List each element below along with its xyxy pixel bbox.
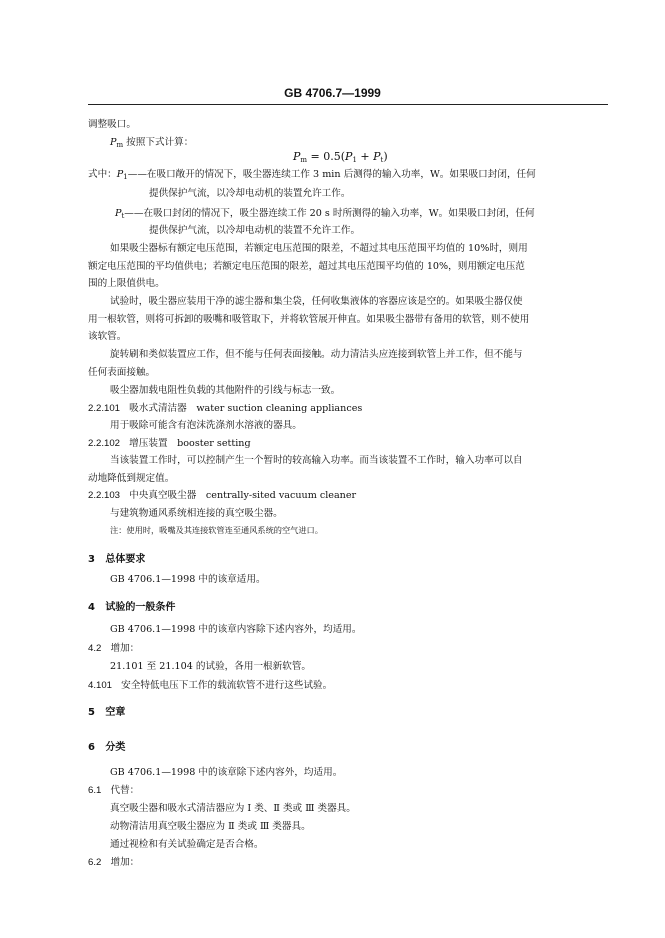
- section-number: 2.2.101: [88, 403, 121, 414]
- symbol-p: P: [110, 137, 117, 148]
- section-text: 安全特低电压下工作的载流软管不进行这些试验。: [121, 680, 333, 691]
- text-line: 动地降低到规定值。: [88, 473, 175, 484]
- text-line: 提供保护气流，以冷却电动机的装置不允许工作。: [149, 225, 361, 236]
- section-number: 6.1: [88, 785, 102, 796]
- chapter-number: 3: [88, 554, 95, 565]
- text-line: GB 4706.1—1998 中的该章适用。: [110, 574, 266, 585]
- text-fragment: ——在吸口封闭的情况下，吸尘器连续工作 20 s 时所测得的输入功率，W。如果吸口封闭，任何: [124, 208, 535, 219]
- section-title: 代替：: [110, 785, 140, 796]
- symbol-sub: 1: [123, 173, 128, 181]
- chapter-number: 5: [88, 707, 95, 718]
- section-title: 增压装置 booster setting: [129, 438, 251, 449]
- chapter-number: 6: [88, 742, 95, 753]
- text-line: 调整吸口。: [88, 119, 136, 130]
- section-6-2-heading: [88, 856, 139, 869]
- text-fragment: 式中：: [88, 169, 117, 180]
- symbol-sub: t: [121, 212, 125, 220]
- formula-sub: t: [380, 156, 384, 164]
- text-line-p1-definition: [88, 168, 536, 181]
- symbol-p: P: [116, 169, 124, 180]
- section-number: 6.2: [88, 857, 102, 868]
- formula-symbol: P: [345, 150, 353, 163]
- section-2-2-103-heading: [88, 489, 356, 502]
- text-line: 动物清洁用真空吸尘器应为 Ⅱ 类或 Ⅲ 类器具。: [110, 821, 311, 832]
- text-line: 提供保护气流，以冷却电动机的装置允许工作。: [149, 188, 351, 199]
- text-line: 任何表面接触。: [88, 367, 156, 378]
- section-4-2-heading: [88, 642, 139, 655]
- header-rule: [88, 104, 608, 105]
- chapter-6-heading: [88, 741, 125, 754]
- text-line: 围的上限值供电。: [88, 278, 165, 289]
- section-6-1-heading: [88, 784, 139, 797]
- text-line: 额定电压范围的平均值供电；若额定电压范围的限差，超过其电压范围平均值的 10%，则用额定电压范: [88, 261, 525, 272]
- chapter-number: 4: [88, 602, 95, 613]
- chapter-4-heading: [88, 601, 175, 614]
- symbol-p: P: [115, 208, 122, 219]
- formula-pm: [293, 150, 388, 163]
- section-title: 吸水式清洁器 water suction cleaning appliances: [129, 403, 363, 414]
- text-line: 该软管。: [88, 331, 127, 342]
- formula-symbol: P: [373, 150, 381, 163]
- section-number: 2.2.103: [88, 490, 121, 501]
- section-number: 2.2.102: [88, 438, 121, 449]
- formula-text: ): [383, 150, 388, 163]
- text-line: 吸尘器加载电阻性负载的其他附件的引线与标志一致。: [110, 385, 341, 396]
- formula-text: = 0.5(: [307, 150, 346, 163]
- section-title: 增加：: [110, 857, 140, 868]
- symbol-sub: m: [116, 141, 124, 149]
- note-text: 注：使用时，吸嘴及其连接软管连至通风系统的空气进口。: [110, 525, 323, 535]
- page-header-standard-code: GB 4706.7—1999: [284, 86, 381, 100]
- formula-text: +: [356, 150, 374, 163]
- text-line: 用一根软管，则将可拆卸的吸嘴和吸管取下，并将软管展开伸直。如果吸尘器带有备用的软管，则不使用: [88, 314, 530, 325]
- text-line: 如果吸尘器标有额定电压范围，若额定电压范围的限差，不超过其电压范围平均值的 10%时，则用: [110, 243, 528, 254]
- text-line: GB 4706.1—1998 中的该章内容除下述内容外，均适用。: [110, 624, 362, 635]
- formula-symbol: P: [293, 150, 301, 163]
- chapter-title: 试验的一般条件: [105, 602, 176, 613]
- text-fragment: ——在吸口敞开的情况下，吸尘器连续工作 3 min 后测得的输入功率，W。如果吸口封闭，任何: [127, 169, 536, 180]
- section-title: 增加：: [110, 643, 140, 654]
- chapter-3-heading: [88, 553, 145, 566]
- text-line: 通过视检和有关试验确定是否合格。: [110, 839, 264, 850]
- text-line: GB 4706.1—1998 中的该章除下述内容外，均适用。: [110, 767, 343, 778]
- section-2-2-101-heading: [88, 402, 362, 415]
- chapter-5-heading: [88, 706, 125, 719]
- text-line: 21.101 至 21.104 的试验，各用一根新软管。: [110, 661, 312, 672]
- formula-sub: m: [300, 156, 308, 164]
- text-line: 用于吸除可能含有泡沫洗涤剂水溶液的器具。: [110, 420, 302, 431]
- section-number: 4.2: [88, 643, 102, 654]
- text-line: 试验时，吸尘器应装用干净的滤尘器和集尘袋，任何收集液体的容器应该是空的。如果吸尘器仅使: [110, 296, 523, 307]
- chapter-title: 空章: [105, 707, 126, 718]
- text-line: 当该装置工作时，可以控制产生一个暂时的较高输入功率。而当该装置不工作时，输入功率可以自: [110, 455, 523, 466]
- text-fragment: 按照下式计算：: [126, 137, 194, 148]
- text-line-pm-formula-intro: [110, 136, 193, 149]
- section-number: 4.101: [88, 680, 113, 691]
- text-line-pt-definition: [115, 207, 535, 220]
- section-title: 中央真空吸尘器 centrally-sited vacuum cleaner: [129, 490, 357, 501]
- section-2-2-102-heading: [88, 437, 251, 450]
- chapter-title: 总体要求: [105, 554, 146, 565]
- chapter-title: 分类: [105, 742, 126, 753]
- text-line: 真空吸尘器和吸水式清洁器应为 Ⅰ 类、Ⅱ 类或 Ⅲ 类器具。: [110, 803, 356, 814]
- text-line: 旋转刷和类似装置应工作，但不能与任何表面接触。动力清洁头应连接到软管上并工作，但不能与: [110, 349, 523, 360]
- text-line: 与建筑物通风系统相连接的真空吸尘器。: [110, 508, 283, 519]
- section-4-101-line: [88, 679, 332, 692]
- formula-sub: 1: [352, 156, 357, 164]
